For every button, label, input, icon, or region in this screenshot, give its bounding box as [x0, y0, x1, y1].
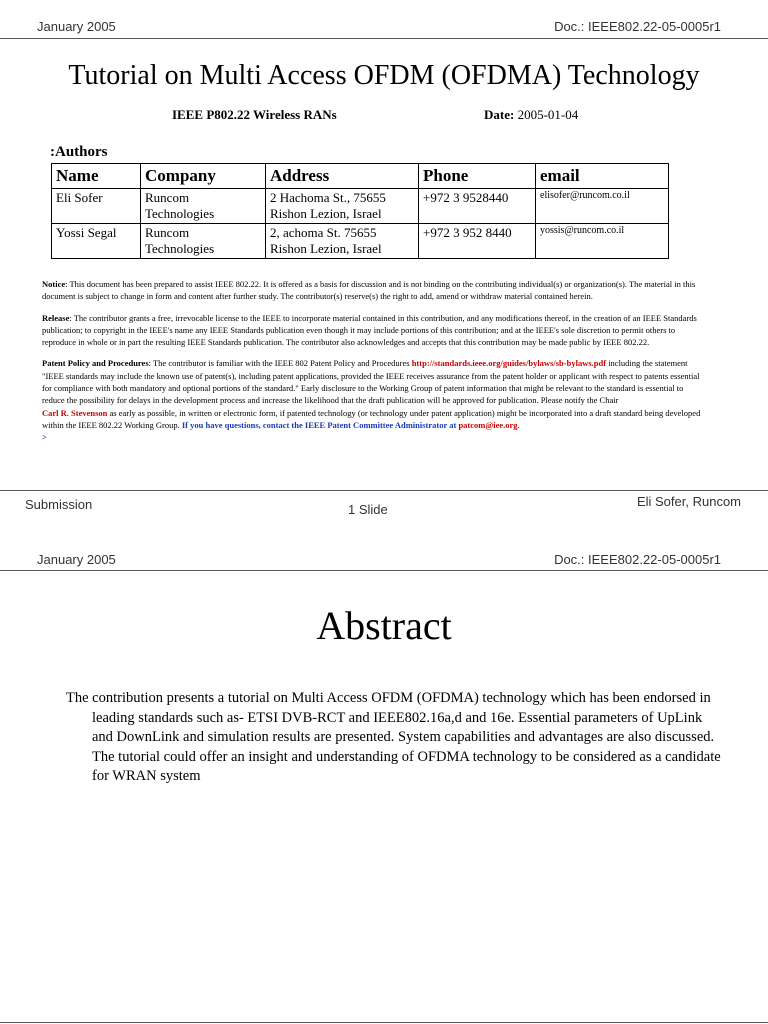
abstract-body: The contribution presents a tutorial on Multi Access OFDM (OFDMA) technology which has been endorsed in leading standards such as- ETSI DVB-RCT and IEEE802.16a,d and 16e. Essential parameters of UpLink and DownLink and simulation results are presented. System capabilities and advantages are also discussed. The tutorial could offer an insight and understanding of OFDMA technology to be considered as a candidate for WRAN system: [66, 690, 721, 784]
author-company: Runcom Technologies: [141, 189, 266, 224]
authors-label: :Authors: [50, 144, 108, 160]
header-doc-id: Doc.: IEEE802.22-05-0005r1: [554, 19, 721, 34]
patent-end: .: [517, 419, 520, 430]
legal-notices: [42, 278, 702, 444]
author-company: Runcom Technologies: [141, 224, 266, 259]
trailing-mark: >: [42, 432, 47, 443]
notice-text: : This document has been prepared to assist IEEE 802.22. It is offered as a basis for discussion and is not binding on the contributing individual(s) or organization(s). The material in this document is subject to change in form and content after further study. The contributor(s) reserve(s) the right to add, amend or withdraw material contained herein.: [42, 279, 696, 302]
footer-author: Eli Sofer, Runcom: [636, 494, 741, 509]
author-name: Yossi Segal: [52, 224, 141, 259]
abstract-title: Abstract: [316, 603, 452, 648]
chair-name-link[interactable]: Carl R. Stevenson: [42, 407, 108, 418]
patent-text-2: including the statement "IEEE standards may include the known use of patent(s), including patent applications, provided the IEEE receives assurance from the patent holder or applicant with respect to patents essential for compliance with both mandatory and optional portions of the standard." Early disclosure to the Working Group of patent information that might be relevant to the standard is essential to reduce the possibility for delays in the development process and increase the likelihood that the draft publication will be approved for publication. Please notify the Chair: [42, 358, 700, 406]
patent-contact-text: If you have questions, contact the IEEE Patent Committee Administrator at: [181, 419, 457, 430]
author-address: 2, achoma St. 75655 Rishon Lezion, Israel: [266, 224, 419, 259]
patent-label: Patent Policy and Procedures: [42, 358, 149, 369]
working-group: IEEE P802.22 Wireless RANs: [172, 107, 337, 122]
header-date: January 2005: [37, 19, 116, 34]
patent-text-3: as early as possible, in written or electronic form, if patented technology (or technology under patent application) might be incorporated into a draft standard being developed within the IEEE 802.22 Working Group.: [42, 407, 701, 430]
authors-table: [51, 163, 669, 259]
col-email-header: email: [536, 164, 669, 189]
author-email-link[interactable]: yossis@runcom.co.il: [536, 224, 669, 259]
header-doc-id: Doc.: IEEE802.22-05-0005r1: [554, 552, 721, 567]
col-phone-header: Phone: [419, 164, 536, 189]
date-label: Date:: [484, 107, 515, 122]
col-company-header: Company: [141, 164, 266, 189]
col-address-header: Address: [266, 164, 419, 189]
patent-paragraph: [42, 357, 702, 443]
author-email-link[interactable]: elisofer@runcom.co.il: [536, 189, 669, 224]
author-phone: +972 3 9528440: [419, 189, 536, 224]
patcom-email-link[interactable]: patcom@iee.org: [458, 419, 518, 430]
table-row: [52, 224, 669, 259]
patent-text-1: : The contributor is familiar with the IEEE 802 Patent Policy and Procedures: [148, 358, 412, 369]
header-rule: [0, 38, 768, 39]
footer-slide-number: 1 Slide: [348, 502, 388, 517]
footer-submission: Submission: [25, 497, 93, 512]
date-value: 2005-01-04: [517, 107, 579, 122]
notice-label: Notice: [42, 279, 66, 289]
table-row: [52, 189, 669, 224]
release-text: : The contributor grants a free, irrevocable license to the IEEE to incorporate material contained in this contribution, and any modifications thereof, in the creation of an IEEE Standards publication; to copyright in the IEEE's name any IEEE Standards publication even though it may include portions of this contribution; and at the IEEE's sole discretion to permit others to reproduce in whole or in part the resulting IEEE Standards publication. The contributor also acknowledges and accepts that this contribution may be made public by IEEE 802.22.: [42, 312, 697, 348]
author-name: Eli Sofer: [52, 189, 141, 224]
authors-table-header: [52, 164, 669, 189]
page-title: Tutorial on Multi Access OFDM (OFDMA) Technology: [68, 60, 700, 91]
header-date: January 2005: [37, 552, 116, 567]
document-date: [484, 107, 578, 123]
author-address: 2 Hachoma St., 75655 Rishon Lezion, Israel: [266, 189, 419, 224]
header-rule: [0, 570, 768, 571]
footer-rule: [0, 490, 768, 491]
patent-policy-link[interactable]: http://standards.ieee.org/guides/bylaws/sb-bylaws.pdf: [411, 358, 607, 369]
col-name-header: Name: [52, 164, 141, 189]
release-paragraph: [42, 312, 702, 349]
author-phone: +972 3 952 8440: [419, 224, 536, 259]
footer-rule: [0, 1022, 768, 1023]
release-label: Release: [42, 312, 70, 323]
notice-paragraph: [42, 278, 702, 303]
